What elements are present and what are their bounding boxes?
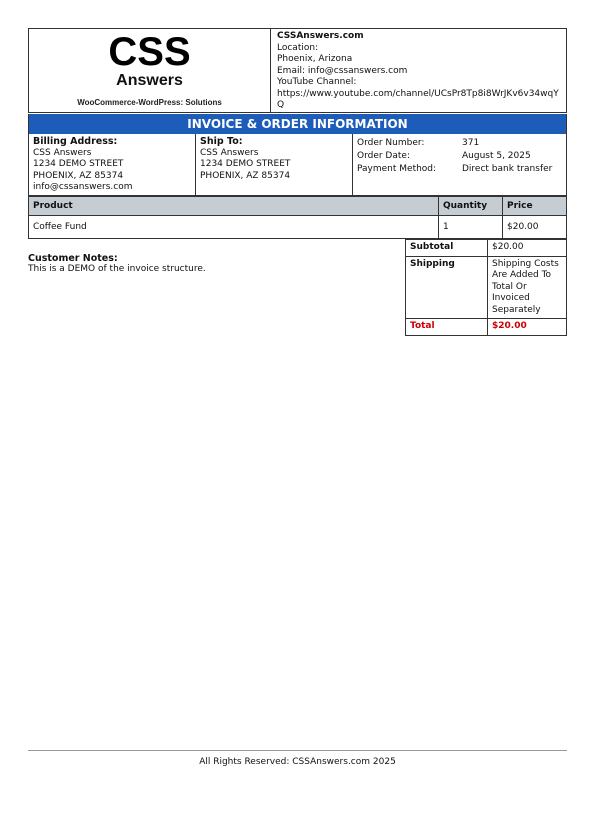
ship-to-address [196, 134, 353, 195]
youtube-label: YouTube Channel: [277, 77, 357, 87]
price-column-header: Price [503, 197, 567, 216]
customer-notes-text: This is a DEMO of the invoice structure. [28, 264, 206, 274]
billing-address [29, 134, 196, 195]
order-number-label: Order Number: [357, 138, 425, 148]
payment-method-row [357, 163, 562, 176]
total-label: Total [406, 319, 488, 336]
company-location: Phoenix, Arizona [277, 54, 353, 64]
billing-line: PHOENIX, AZ 85374 [33, 170, 124, 181]
subtotal-value: $20.00 [488, 240, 567, 257]
company-info [271, 29, 566, 112]
summary-section [28, 239, 567, 336]
quantity-column-header: Quantity [439, 197, 503, 216]
company-name: CSSAnswers.com [277, 31, 364, 41]
product-name: Coffee Fund [29, 216, 439, 239]
address-order-section [28, 134, 567, 196]
products-table [28, 196, 567, 239]
youtube-link[interactable]: https://www.youtube.com/channel/UCsPr8Tp8i8WrJKv6v34wqYQ [277, 88, 559, 110]
logo-subtitle: Answers [116, 72, 183, 89]
company-email: Email: info@cssanswers.com [277, 65, 408, 76]
ship-to-line: CSS Answers [200, 147, 259, 158]
ship-to-line: 1234 DEMO STREET [200, 159, 291, 169]
subtotal-row [406, 240, 567, 257]
shipping-row [406, 256, 567, 319]
payment-method-label: Payment Method: [357, 164, 437, 174]
logo-title: CSS [108, 30, 191, 74]
product-column-header: Product [29, 197, 439, 216]
shipping-value: Shipping Costs Are Added To Total Or Invoiced Separately [488, 256, 567, 319]
order-date-row [357, 150, 562, 163]
invoice-page [28, 28, 567, 336]
order-number: 371 [462, 138, 480, 148]
billing-line: CSS Answers [33, 147, 92, 158]
billing-email: info@cssanswers.com [33, 182, 133, 192]
customer-notes-title: Customer Notes: [28, 253, 118, 264]
invoice-banner: INVOICE & ORDER INFORMATION [28, 114, 567, 134]
product-quantity: 1 [439, 216, 503, 239]
customer-notes [28, 239, 206, 336]
footer-divider [28, 750, 567, 751]
billing-line: 1234 DEMO STREET [33, 159, 124, 169]
subtotal-label: Subtotal [406, 240, 488, 257]
total-row [406, 319, 567, 336]
products-header-row [29, 197, 567, 216]
order-date: August 5, 2025 [462, 151, 531, 161]
footer-text: All Rights Reserved: CSSAnswers.com 2025 [199, 757, 396, 767]
location-label: Location: [277, 42, 319, 53]
company-logo [29, 29, 271, 112]
totals-table [405, 239, 567, 336]
order-details [353, 134, 566, 195]
ship-to-line: PHOENIX, AZ 85374 [200, 170, 291, 181]
payment-method: Direct bank transfer [462, 164, 553, 174]
shipping-label: Shipping [406, 256, 488, 319]
billing-title: Billing Address: [33, 136, 118, 147]
total-value: $20.00 [488, 319, 567, 336]
product-price: $20.00 [503, 216, 567, 239]
order-number-row [357, 137, 562, 150]
table-row [29, 216, 567, 239]
order-date-label: Order Date: [357, 151, 410, 161]
logo-tagline: WooCommerce-WordPress: Solutions [77, 98, 222, 107]
invoice-header [28, 28, 567, 113]
ship-to-title: Ship To: [200, 136, 243, 147]
